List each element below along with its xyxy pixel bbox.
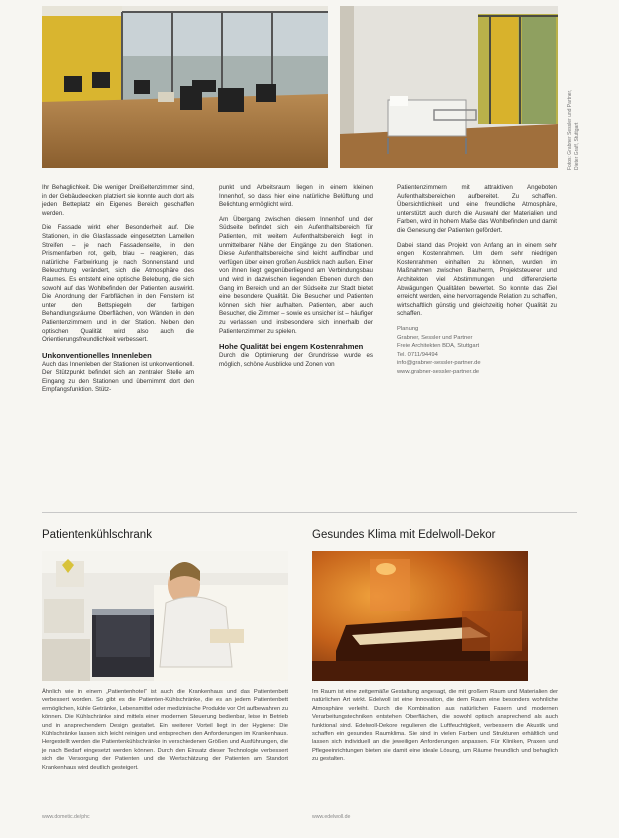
architect-email[interactable]: info@grabner-sessler-partner.de xyxy=(397,360,481,367)
lounge-photo xyxy=(42,6,328,168)
edelwoll-footer-link[interactable]: www.edelwoll.de xyxy=(312,814,351,820)
planning-label: Planung xyxy=(397,325,419,332)
paragraph: Auch das Innenleben der Stationen ist unkonventionell. Der Stützpunkt befindet sich an zentraler Stelle am Eingang zu den Stationen und übernimmt dort den Empfangsfunktion. Stütz- xyxy=(42,360,194,394)
paragraph: Am Übergang zwischen diesem Innenhof und der Südseite befindet sich ein Aufenthaltsbereich für Patienten, mit weitem Aufenthaltsbereich liegt in unmittelbarer Nähe der Eingänge zu den Stationen. Diese Aufenthaltsbereiche sind leicht auffindbar und verfügen über einen großen Ausblick nach außen. Einer von ihnen liegt gegenüberliegend am Verbindungsbau und wird in dazwischen liegenden Ebenen durch den Gang im Bereich und an der Südseite zur Stadt bietet eine besondere Qualität. Die Besucher und Patienten können sich hier aufhalten. Patienten, aber auch Besucher, die Zimmer – sowie es unsicher ist – häufiger zu verlassen und insbesondere sich innerhalb der Patientenzimmer zu spielen. xyxy=(219,215,373,335)
edelwoll-article-body: Im Raum ist eine zeitgemäße Gestaltung angesagt, die mit großem Raum und Materialien der natürlichen Art wirkt. Edelwoll ist eine Innovation, die dem Raum eine besonders wohnliche Atmosphäre verleiht. Durch die Kombination aus natürlichen Fasern und modernen Verarbeitungstechniken entstehen Oberflächen, die sowohl optisch ansprechend als auch funktional sind. Edelwoll-Dekore regulieren die Luftfeuchtigkeit, verbessern die Akustik und schaffen ein gesundes Raumklima. Sie sind in vielen Farben und Strukturen erhältlich und lassen sich individuell an die jeweiligen Anforderungen anpassen. Für Kliniken, Praxen und Pflegeeinrichtungen bieten sie damit eine ideale Lösung, um Räume freundlich und behaglich zu gestalten. xyxy=(312,689,558,763)
section-divider xyxy=(42,512,577,513)
article-column-2 xyxy=(219,184,373,375)
paragraph: Die Fassade wirkt eher Besonderheit auf. Die Stationen, in die Glasfassade eingesetzten Lamellen Streifen – je nach Fassadenseite, in den Prismenfarben rot, gelb, blau – reagieren, das natürliche Farbwirkung je nach Sonnenstand und Beleuchtung verändert, sich die Atmosphäre des Raumes. Es entsteht eine optische Belebung, die sich sowohl auf das Wohlbefinden der Patienten auswirkt. Die Anordnung der Farbflächen in den Fenstern ist unter den Bettspiegeln der farbigen Behandlungsräume Oberflächen, von Wänden in den Patientenzimmern und in der Station. Neben den optischen Qualität wird also auch die Orientierungsfreundlichkeit verbessert. xyxy=(42,224,194,344)
architect-name: Grabner, Sessler und Partner xyxy=(397,334,473,341)
fridge-footer-link[interactable]: www.dometic.de/phc xyxy=(42,814,90,820)
section-title-fridge: Patientenkühlschrank xyxy=(42,529,152,541)
architect-phone: Tel. 0711/94494 xyxy=(397,351,438,358)
subheading: Hohe Qualität bei engem Kostenrahmen xyxy=(219,342,364,352)
article-column-3 xyxy=(397,184,557,376)
paragraph: Ihr Behaglichkeit. Die weniger Dreißeltenzimmer sind, in der Gebäudeecken platziert sie konnte auch dort als jeden Betteplatz ein Eigenes Bereich geschaffen werden. xyxy=(42,184,194,217)
fridge-article-body: Ähnlich wie in einem „Patientenhotel“ ist auch die Krankenhaus und das Patientenbett verbessert worden. So gibt es die Patienten-Kühlschränke, die es an jedem Patientenbett ermöglichen, kühle Getränke, Lebensmittel oder medizinische Produkte vor Ort aufbewahren zu können. Die Kühlschränke sind mittels einer modernen Steuerung bedienbar, leise in Betrieb und in ansprechendem Design gestaltet. Ein weiterer Vorteil liegt in der Hygiene: Die Kühlschränke lassen sich leicht reinigen und entsprechen den Anforderungen im Krankenhaus. Hergestellt werden die Patientenkühlschränke in verschiedenen Größen und Ausführungen, die je nach Bedarf eingesetzt werden können. Durch den Einsatz dieser Technologie verbessert sich die Versorgung der Patienten und die Wertschätzung der Patienten am Standort Krankenhaus wird deutlich gesteigert. xyxy=(42,689,288,771)
article-column-1 xyxy=(42,184,194,401)
section-title-edelwoll: Gesundes Klima mit Edelwoll-Dekor xyxy=(312,529,496,541)
paragraph: punkt und Arbeitsraum liegen in einem kleinen Innenhof, so dass hier eine natürliche Belüftung und Belichtung ermöglicht wird. xyxy=(219,184,373,209)
architect-website[interactable]: www.grabner-sessler-partner.de xyxy=(397,368,480,375)
subheading: Unkonventionelles Innenleben xyxy=(42,350,152,360)
photo-credit: Fotos: Grabner Sessler und Partner, Dieter Graff, Stuttgart xyxy=(567,89,580,170)
paragraph: Patientenzimmern mit attraktiven Angeboten Aufenthaltsbereichen aufbereitet. Zu schaffen. Übersichtlichkeit und eine freundliche Atmosphäre, unterstützt auch durch die Auswahl der Materialien und Farben, wird in hohem Maße das Wohlbefinden und damit die Genesung der Patienten gefördert. xyxy=(397,184,557,234)
patient-room-photo xyxy=(340,6,558,168)
architect-desc: Freie Architekten BDA, Stuttgart xyxy=(397,343,480,350)
patient-fridge-photo xyxy=(42,551,288,681)
edelwoll-room-photo xyxy=(312,551,528,681)
paragraph: Dabei stand das Projekt von Anfang an in einem sehr engen Kostenrahmen. Um dem sehr niedrigen Kostenrahmen einhalten zu können, wurden im Maßnahmen zwischen Bauherrn, Projektsteuerer und Architekten viel Abstimmungen und differenzierte Abwägungen Qualitäten bewertet. So konnte das Ziel erreicht werden, eine hervorragende Relation zu schaffen, wirtschaftlich günstig und gleichzeitig hoher Qualität zu schaffen. xyxy=(397,241,557,318)
paragraph: Durch die Optimierung der Grundrisse wurde es möglich, schöne Ausblicke und Zonen von xyxy=(219,352,373,368)
